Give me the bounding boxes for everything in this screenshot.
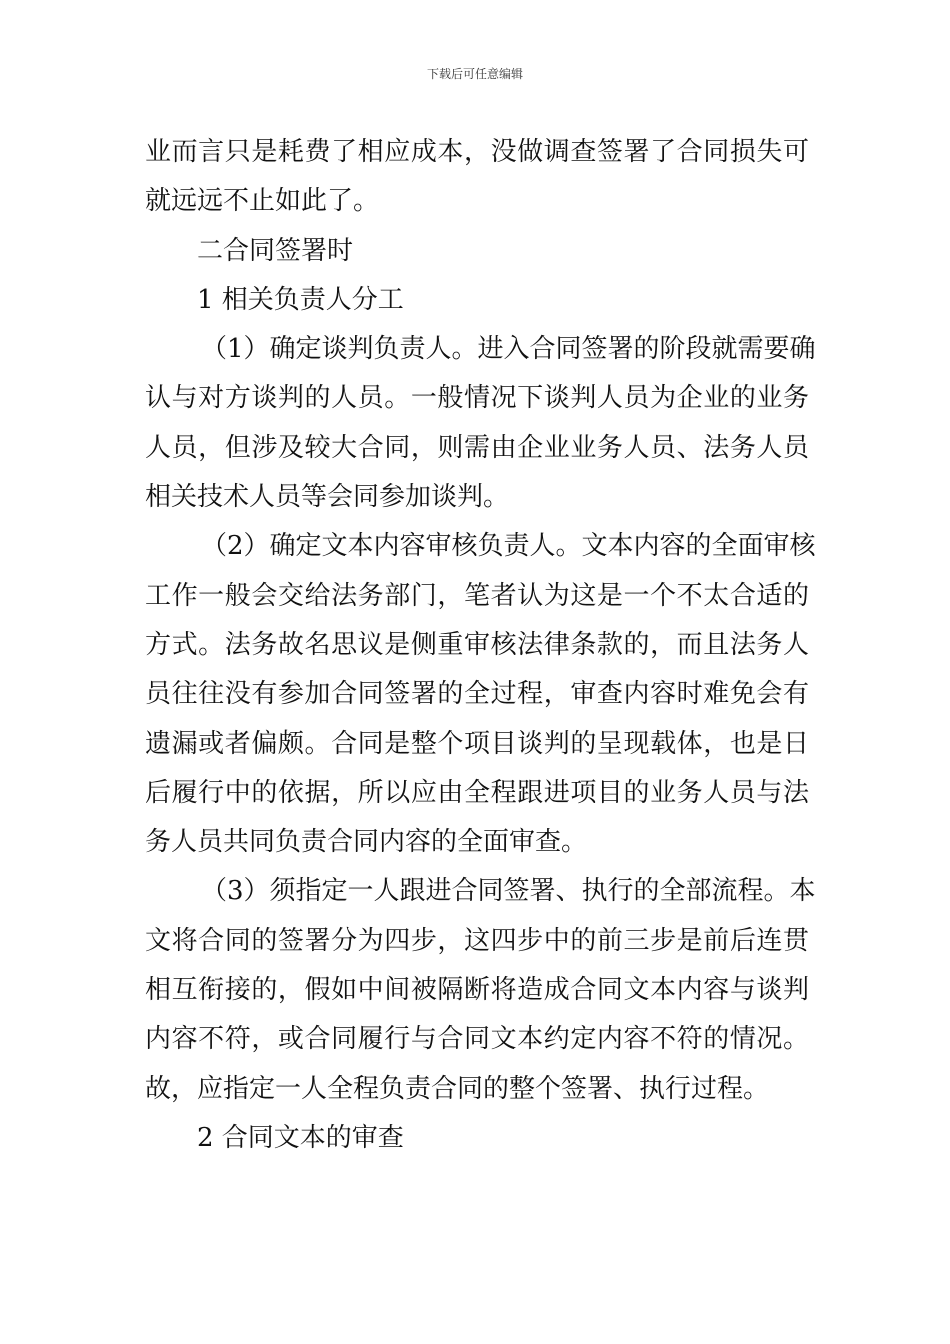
paragraph-line: 相关技术人员等会同参加谈判。: [145, 482, 510, 513]
paragraph-line: 相互衔接的，假如中间被隔断将造成合同文本内容与谈判: [145, 975, 809, 1006]
paragraph-line: 文将合同的签署分为四步，这四步中的前三步是前后连贯: [145, 925, 809, 956]
paragraph-line: （1）确定谈判负责人。进入合同签署的阶段就需要确: [201, 334, 816, 365]
paragraph-line: 认与对方谈判的人员。一般情况下谈判人员为企业的业务: [145, 383, 809, 414]
paragraph-line: 业而言只是耗费了相应成本，没做调查签署了合同损失可: [145, 137, 809, 167]
paragraph-line: 后履行中的依据，所以应由全程跟进项目的业务人员与法: [145, 777, 809, 808]
paragraph-line: （3）须指定一人跟进合同签署、执行的全部流程。本: [201, 876, 816, 907]
paragraph-line: （2）确定文本内容审核负责人。文本内容的全面审核: [201, 531, 816, 562]
document-body: [145, 128, 816, 1163]
paragraph-line: 就远远不止如此了。: [145, 186, 380, 217]
paragraph-line: 方式。法务故名思议是侧重审核法律条款的，而且法务人: [145, 629, 809, 660]
paragraph-line: 员往往没有参加合同签署的全过程，审查内容时难免会有: [145, 679, 809, 710]
paragraph-line: 人员，但涉及较大合同，则需由企业业务人员、法务人员: [145, 432, 809, 463]
page-header: 下载后可任意编辑: [426, 67, 523, 81]
subsection-heading: 2 合同文本的审查: [197, 1122, 404, 1153]
paragraph-line: 故，应指定一人全程负责合同的整个签署、执行过程。: [145, 1073, 770, 1104]
paragraph-line: 内容不符，或合同履行与合同文本约定内容不符的情况。: [145, 1024, 809, 1055]
paragraph-line: 工作一般会交给法务部门，笔者认为这是一个不太合适的: [145, 580, 809, 611]
subsection-heading: 1 相关负责人分工: [197, 284, 404, 315]
section-heading: 二合同签署时: [197, 235, 354, 266]
paragraph-line: 遗漏或者偏颇。合同是整个项目谈判的呈现载体，也是日: [145, 728, 809, 759]
paragraph-line: 务人员共同负责合同内容的全面审查。: [145, 827, 588, 858]
